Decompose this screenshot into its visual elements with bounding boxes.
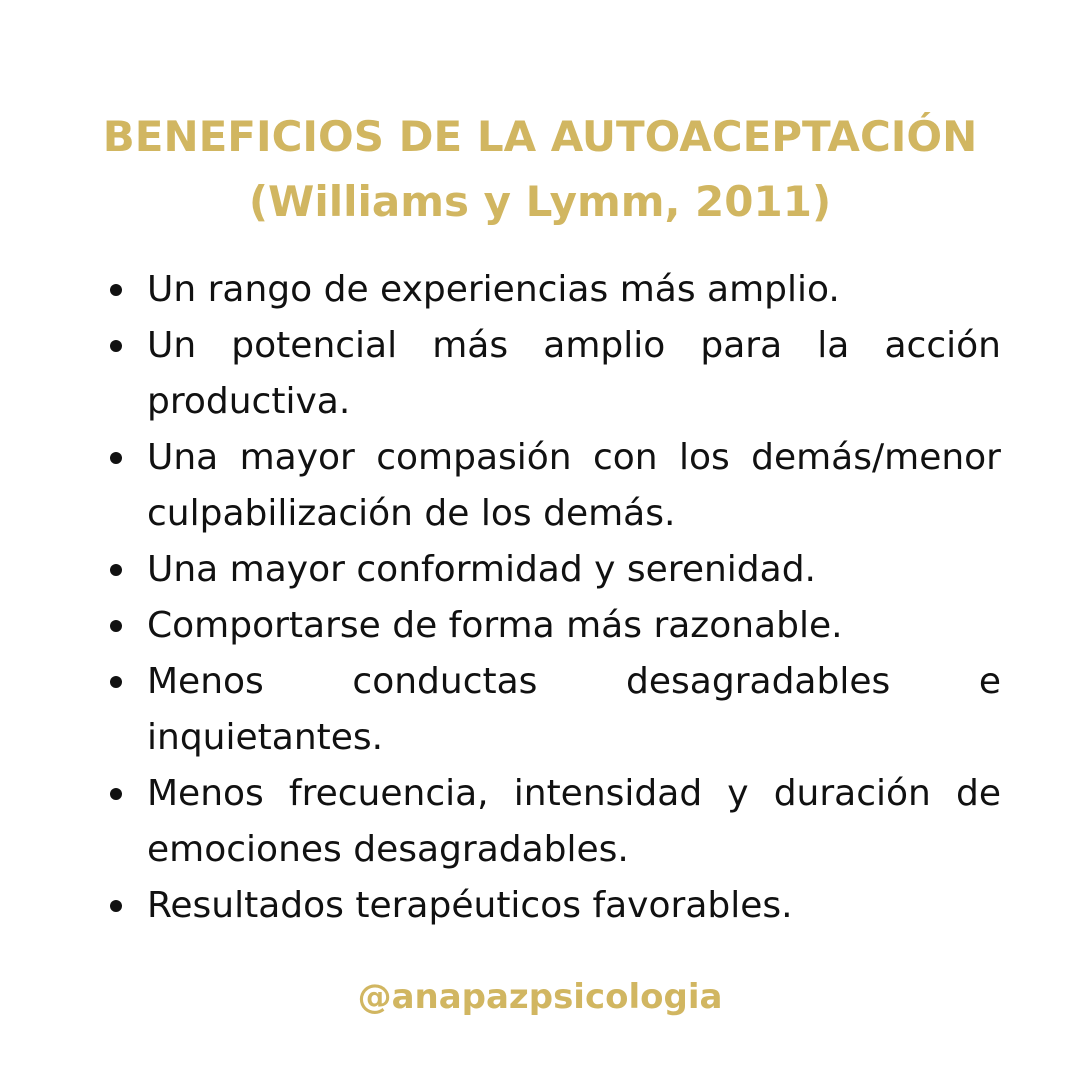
benefits-list <box>105 262 1001 934</box>
page-subtitle-citation: (Williams y Lymm, 2011) <box>248 177 832 226</box>
list-item <box>105 542 1001 598</box>
bullet-icon <box>110 452 122 464</box>
list-item-text: Menos conductas desagradables e inquietantes. <box>147 661 1001 758</box>
list-item <box>105 262 1001 318</box>
bullet-icon <box>110 620 122 632</box>
list-item <box>105 654 1001 766</box>
bullet-icon <box>110 676 122 688</box>
social-handle: @anapazpsicologia <box>357 977 723 1017</box>
list-item <box>105 878 1001 934</box>
list-item-text: Menos frecuencia, intensidad y duración de emociones desagradables. <box>147 773 1001 870</box>
bullet-icon <box>110 788 122 800</box>
bullet-icon <box>110 900 122 912</box>
list-item <box>105 766 1001 878</box>
list-item-text: Una mayor compasión con los demás/menor culpabilización de los demás. <box>147 437 1001 534</box>
list-item-text: Comportarse de forma más razonable. <box>147 605 843 646</box>
bullet-icon <box>110 340 122 352</box>
list-item <box>105 430 1001 542</box>
list-item-text: Un rango de experiencias más amplio. <box>147 269 840 310</box>
bullet-icon <box>110 284 122 296</box>
list-item <box>105 598 1001 654</box>
bullet-icon <box>110 564 122 576</box>
list-item <box>105 318 1001 430</box>
list-item-text: Resultados terapéuticos favorables. <box>147 885 793 926</box>
list-item-text: Un potencial más amplio para la acción productiva. <box>147 325 1001 422</box>
page-title: BENEFICIOS DE LA AUTOACEPTACIÓN <box>102 112 978 161</box>
list-item-text: Una mayor conformidad y serenidad. <box>147 549 816 590</box>
